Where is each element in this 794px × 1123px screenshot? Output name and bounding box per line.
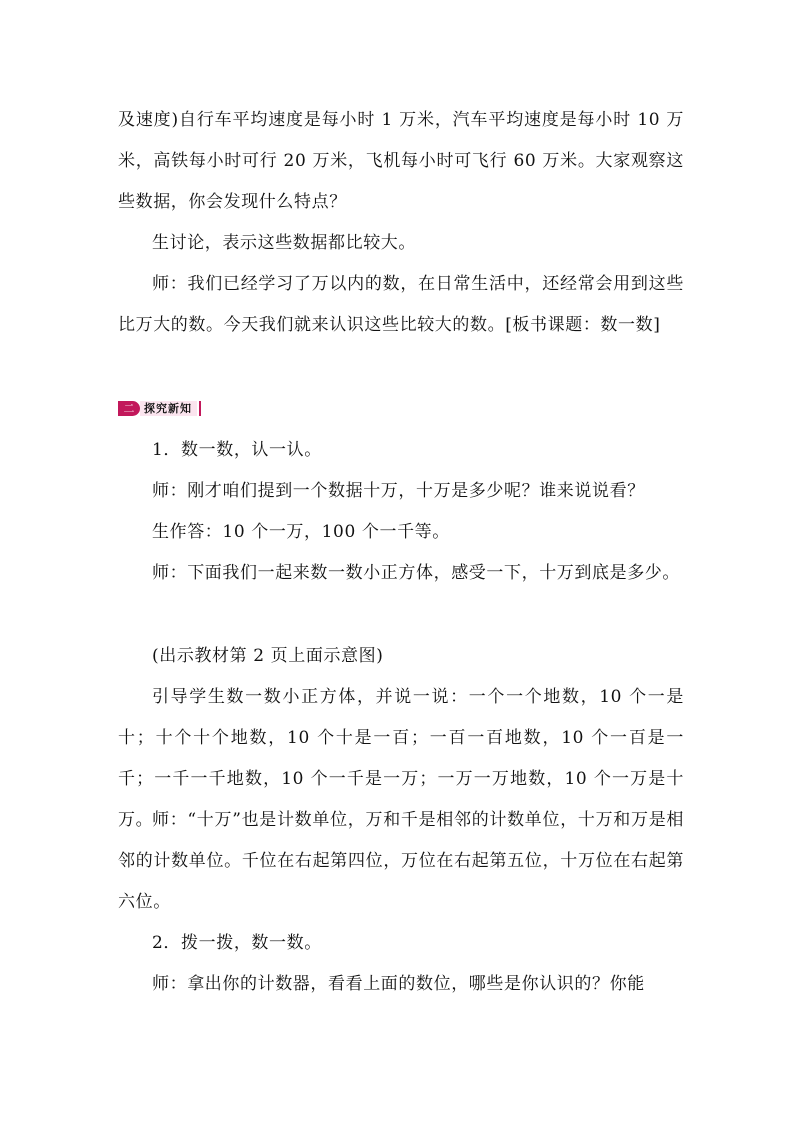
- section-divider: [199, 401, 201, 416]
- paragraph-counting-units: 师：“十万”也是计数单位，万和千是相邻的计数单位，十万和万是相邻的计数单位。千位在右起第四位，万位在右起第五位，十万位在右起第六位。: [118, 810, 684, 912]
- section-number-badge: 二: [118, 401, 140, 416]
- paragraph-textbook-reference: (出示教材第 2 页上面示意图): [152, 646, 384, 666]
- paragraph-student-discussion: 生讨论，表示这些数据都比较大。: [152, 233, 416, 253]
- paragraph-counting-guide: 引导学生数一数小正方体，并说一说：一个一个地数，10 个一是十；十个十个地数，10 个十是一百；一百一百地数，10 个一百是一千；一千一千地数，10 个一千是一万；一万一万地数，10 个一万是十万。: [118, 687, 684, 830]
- paragraph-teacher-question: 师：刚才咱们提到一个数据十万，十万是多少呢？谁来说说看？: [152, 481, 645, 501]
- paragraph-counter-question: 师：拿出你的计数器，看看上面的数位，哪些是你认识的？你能: [152, 974, 645, 994]
- paragraph-teacher-cubes: 师：下面我们一起来数一数小正方体，感受一下，十万到底是多少。: [152, 563, 680, 583]
- paragraph-speed-data: 及速度)自行车平均速度是每小时 1 万米，汽车平均速度是每小时 10 万米，高铁每小时可行 20 万米，飞机每小时可飞行 60 万米。大家观察这些数据，你会发现什么特点？: [118, 110, 684, 212]
- step-1-heading: 1．数一数，认一认。: [152, 440, 322, 460]
- paragraph-student-answer: 生作答：10 个一万，100 个一千等。: [152, 522, 450, 542]
- section-heading: [118, 400, 201, 417]
- step-2-heading: 2．拨一拨，数一数。: [152, 933, 322, 953]
- paragraph-teacher-intro: 师：我们已经学习了万以内的数，在日常生活中，还经常会用到这些比万大的数。今天我们就来认识这些比较大的数。[板书课题：数一数]: [118, 274, 684, 335]
- section-title: 探究新知: [140, 401, 197, 416]
